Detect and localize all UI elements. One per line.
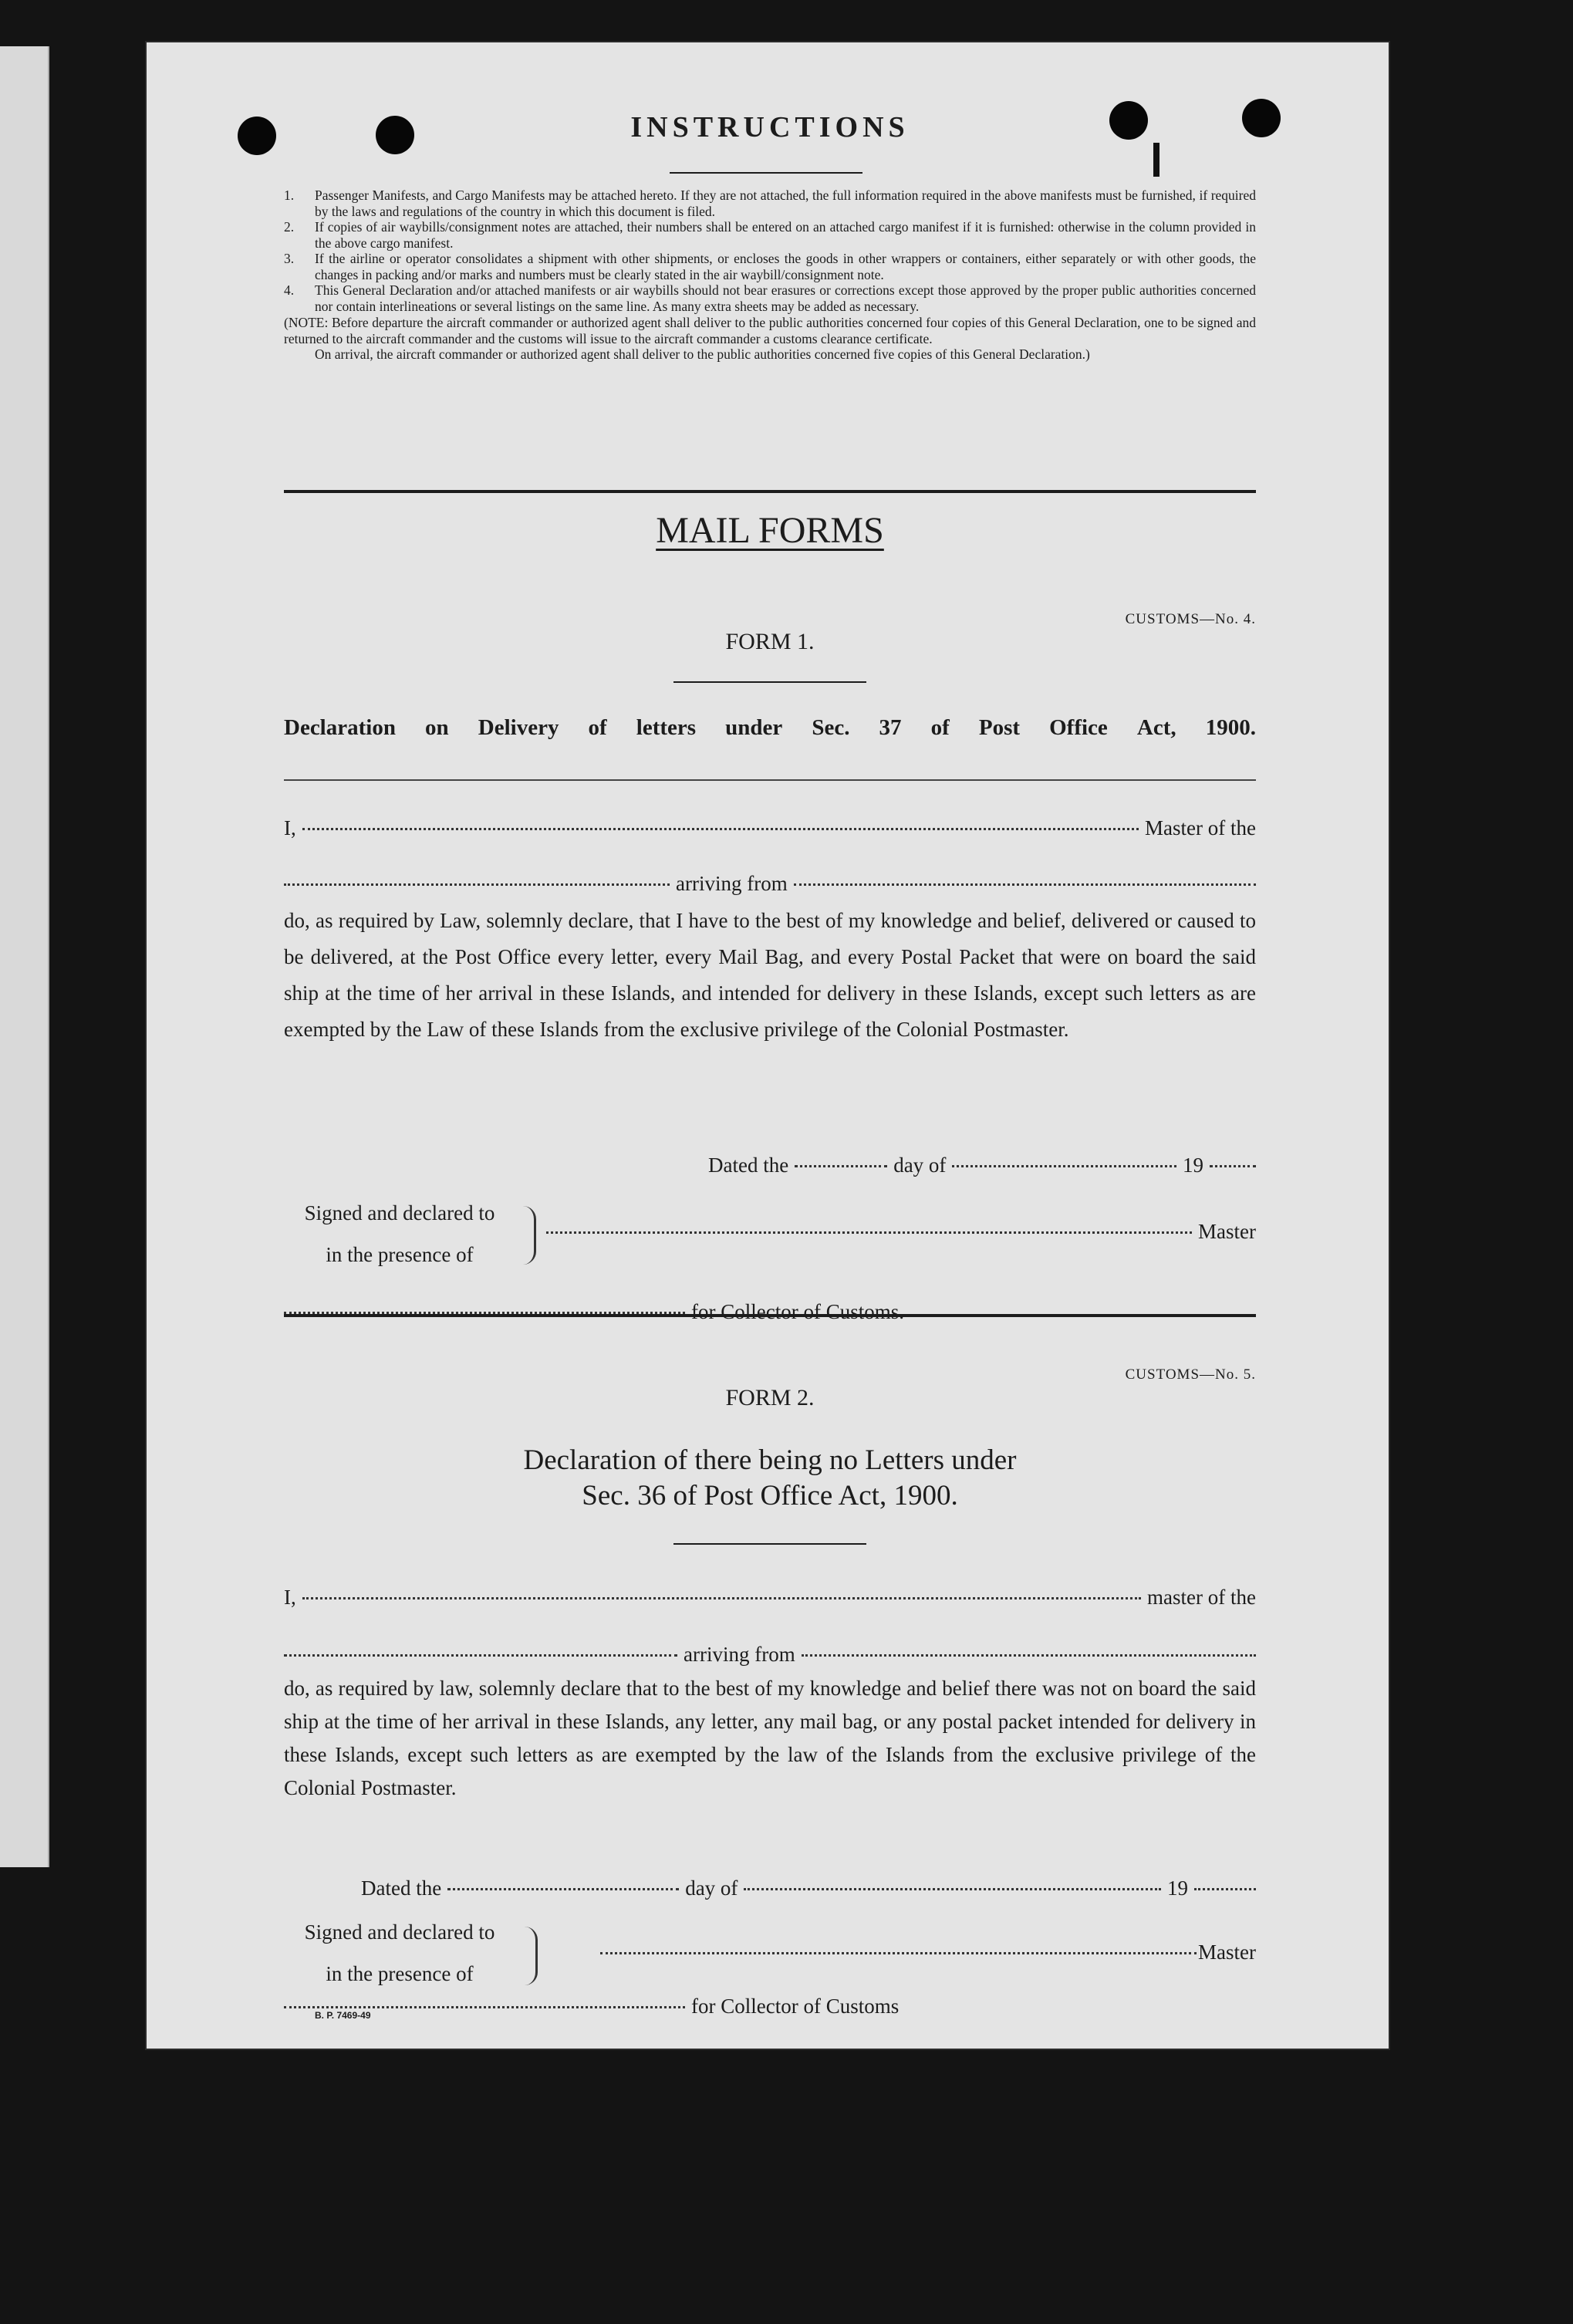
form2-title-rule — [673, 1543, 866, 1545]
note-text-arrival: On arrival, the aircraft commander or authorized agent shall deliver to the public authorities concerned five copies of this General Declaration.) — [315, 346, 1090, 362]
instruction-text: This General Declaration and/or attached manifests or air waybills should not bear erasures or corrections except those approved by the proper public authorities concerned nor contain interlineations or several listings on the same line. As many extra sheets may be added as necessary. — [315, 282, 1256, 314]
decl-word: letters — [636, 715, 697, 740]
master-name-field[interactable] — [302, 1597, 1141, 1599]
instruction-item — [284, 282, 1256, 314]
label-day-of: day of — [685, 1876, 738, 1900]
label-year-prefix: 19 — [1183, 1154, 1203, 1177]
section-divider — [284, 1314, 1256, 1317]
decl-word: 1900. — [1205, 715, 1256, 740]
label-master: Master — [1198, 1220, 1256, 1243]
note-lead: (NOTE: — [284, 315, 329, 330]
decl-word: Act, — [1136, 715, 1176, 740]
instruction-note — [284, 315, 1256, 363]
label-collector: for Collector of Customs — [691, 1995, 900, 2018]
instruction-number: 2. — [284, 219, 295, 235]
decl-word: under — [725, 715, 783, 740]
print-code: B. P. 7469-49 — [315, 2010, 371, 2021]
year-field[interactable] — [1194, 1888, 1256, 1890]
instruction-number: 1. — [284, 187, 295, 203]
label-i: I, — [284, 1586, 296, 1609]
form2-declaration-line1: Declaration of there being no Letters under — [523, 1444, 1017, 1476]
form-content — [284, 42, 1256, 2049]
form1-heading-rule — [284, 779, 1256, 781]
decl-word: Sec. — [812, 715, 850, 740]
form2-collector-line — [284, 1995, 1256, 2018]
form1-master-line — [284, 816, 1256, 840]
instruction-text: If copies of air waybills/consignment notes are attached, their numbers shall be entered on an attached cargo manifest if it is furnished: otherwise in the column provided in the above cargo manifest. — [315, 219, 1256, 251]
adjacent-page-edge — [0, 46, 49, 1867]
label-signed-declared: Signed and declared to — [304, 1920, 495, 1944]
decl-word: Post — [978, 715, 1021, 740]
month-field[interactable] — [952, 1165, 1176, 1167]
form2-master-sign-line — [600, 1941, 1256, 1964]
instruction-item — [284, 219, 1256, 251]
decl-word: Declaration — [284, 715, 396, 740]
punch-hole — [238, 117, 276, 155]
title-underline — [670, 172, 862, 174]
form2-declaration-line2: Sec. 36 of Post Office Act, 1900. — [582, 1480, 958, 1512]
form1-collector-line — [284, 1300, 1256, 1324]
instruction-item — [284, 251, 1256, 282]
label-year-prefix: 19 — [1167, 1876, 1188, 1900]
label-signed-declared: Signed and declared to — [304, 1201, 495, 1224]
label-dated-the: Dated the — [708, 1154, 789, 1177]
master-name-field[interactable] — [302, 828, 1139, 830]
label-arriving-from: arriving from — [676, 872, 788, 895]
label-presence-of: in the presence of — [326, 1243, 474, 1266]
master-signature-field[interactable] — [546, 1231, 1192, 1234]
label-presence-of: in the presence of — [326, 1962, 474, 1985]
day-field[interactable] — [447, 1888, 679, 1890]
form2-master-line — [284, 1586, 1256, 1610]
instruction-number: 4. — [284, 282, 295, 298]
form2-title: FORM 2. — [725, 1385, 815, 1410]
decl-word: on — [425, 715, 449, 740]
form1-declaration-heading — [284, 715, 1256, 741]
label-day-of: day of — [893, 1154, 947, 1177]
instruction-text: Passenger Manifests, and Cargo Manifests may be attached hereto. If they are not attached, the full information required in the above manifests must be furnished, if required by the laws and regulations of the country in which this document is filed. — [315, 187, 1256, 219]
document-page — [147, 42, 1389, 2049]
ship-name-field[interactable] — [284, 883, 670, 886]
form2-body: do, as required by law, solemnly declare that to the best of my knowledge and belief there was not on board the said ship at the time of her arrival in these Islands, any letter, any mail bag, or any postal packet intended for delivery in these Islands, except such letters as are exempted by the law of the Islands from the exclusive privilege of the Colonial Postmaster. — [284, 1677, 1256, 1799]
form2-customs-number: CUSTOMS—No. 5. — [1125, 1366, 1256, 1383]
decl-word: of — [930, 715, 950, 740]
master-signature-field[interactable] — [600, 1952, 1197, 1954]
ship-name-field[interactable] — [284, 1654, 677, 1657]
brace — [523, 1206, 536, 1265]
month-field[interactable] — [744, 1888, 1161, 1890]
form1-body: do, as required by Law, solemnly declare, that I have to the best of my knowledge and belief, delivered or caused to be delivered, at the Post Office every letter, every Mail Bag, and every Postal Packet that were on board the said ship at the time of her arrival in these Islands, and intended for delivery in these Islands, except such letters as are exempted by the Law of these Islands from the exclusive privilege of the Colonial Postmaster. — [284, 909, 1256, 1041]
decl-word: 37 — [879, 715, 902, 740]
decl-word: of — [588, 715, 607, 740]
form1-title: FORM 1. — [725, 629, 815, 654]
origin-field[interactable] — [802, 1654, 1256, 1657]
instruction-number: 3. — [284, 251, 295, 266]
label-i: I, — [284, 816, 296, 839]
instruction-text: If the airline or operator consolidates a shipment with other shipments, or encloses the goods in other wrappers or containers, either separately or with other goods, the changes in packing and/or marks and numbers must be clearly stated in the air waybill/consignment note. — [315, 251, 1256, 282]
note-text: Before departure the aircraft commander or authorized agent shall deliver to the public authorities concerned four copies of this General Declaration, one to be signed and returned to the aircraft commander and the customs will issue to the aircraft commander a customs clearance certificate. — [284, 315, 1256, 346]
section-divider — [284, 490, 1256, 493]
form1-dated-line — [708, 1154, 1256, 1177]
form1-arriving-line — [284, 872, 1256, 896]
label-dated-the: Dated the — [361, 1876, 442, 1900]
mail-forms-heading: MAIL FORMS — [656, 510, 884, 551]
form2-arriving-line — [284, 1643, 1256, 1667]
brace — [525, 1927, 538, 1985]
form2-dated-line — [361, 1876, 1256, 1900]
decl-word: Office — [1049, 715, 1108, 740]
label-master: Master — [1198, 1941, 1256, 1964]
year-field[interactable] — [1210, 1165, 1256, 1167]
form1-master-sign-line — [546, 1220, 1256, 1244]
instruction-item — [284, 187, 1256, 219]
label-collector: for Collector of Customs. — [691, 1300, 904, 1323]
form1-title-rule — [673, 681, 866, 683]
origin-field[interactable] — [794, 883, 1256, 886]
instructions-title: INSTRUCTIONS — [630, 111, 910, 144]
decl-word: Delivery — [478, 715, 559, 740]
form2-declaration-heading — [284, 1443, 1256, 1514]
label-master-of-the: Master of the — [1145, 816, 1256, 839]
collector-signature-field[interactable] — [284, 2006, 685, 2008]
label-arriving-from: arriving from — [684, 1643, 795, 1666]
label-master-of-the: master of the — [1147, 1586, 1256, 1609]
form1-customs-number: CUSTOMS—No. 4. — [1125, 611, 1256, 627]
day-field[interactable] — [795, 1165, 887, 1167]
instructions-list — [284, 187, 1256, 363]
